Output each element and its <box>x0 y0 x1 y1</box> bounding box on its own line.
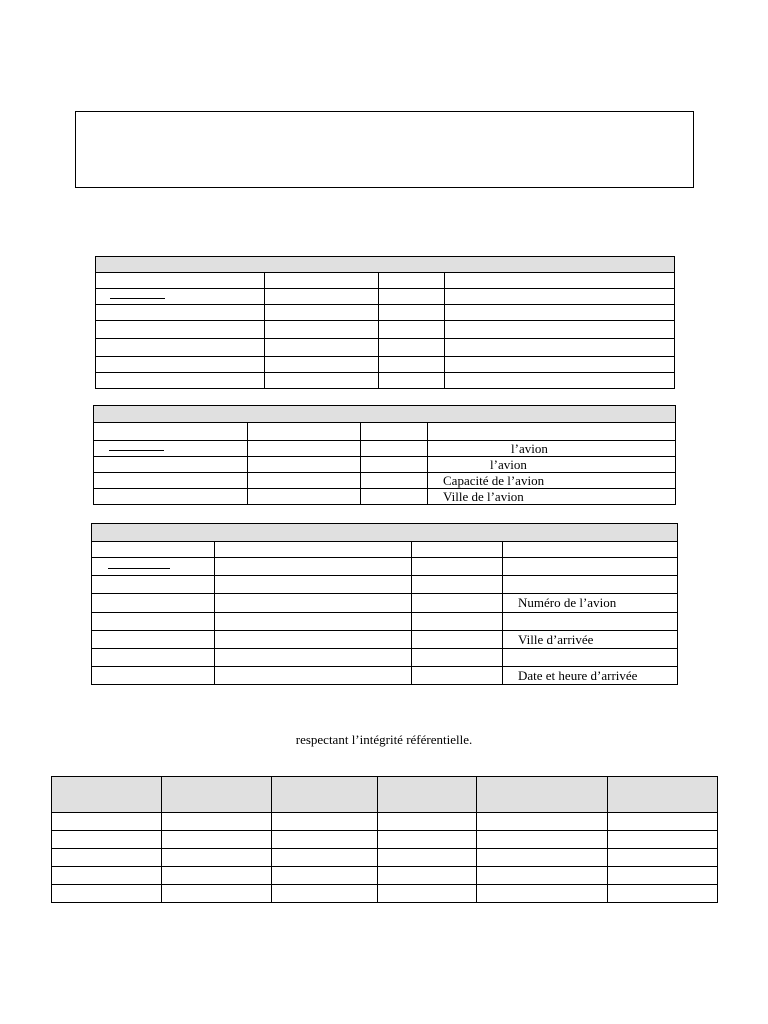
table-row <box>52 867 718 885</box>
table-row <box>94 457 676 473</box>
table-row <box>92 613 678 631</box>
table-row <box>96 339 675 357</box>
table-header-row <box>92 524 678 542</box>
caption-text: respectant l’intégrité référentielle. <box>295 732 473 747</box>
primary-key-underline <box>109 448 164 451</box>
attribute-text: Numéro de l’avion <box>503 594 678 613</box>
table-row <box>92 594 678 613</box>
table-2 <box>93 405 676 505</box>
table-row <box>96 305 675 321</box>
attribute-text: Capacité de l’avion <box>428 473 676 489</box>
title-box <box>75 111 694 188</box>
table-row <box>52 831 718 849</box>
table-header-row <box>94 406 676 423</box>
table-row <box>92 667 678 685</box>
table-row <box>96 289 675 305</box>
table-row <box>96 373 675 389</box>
table-row <box>52 849 718 867</box>
table-header-row <box>96 257 675 273</box>
table-row <box>52 813 718 831</box>
table-row <box>92 649 678 667</box>
primary-key-underline <box>108 566 170 569</box>
attribute-text: Date et heure d’arrivée <box>503 667 678 685</box>
table-row <box>94 473 676 489</box>
table-row <box>94 441 676 457</box>
table-row <box>96 273 675 289</box>
table-row <box>92 558 678 576</box>
table-row <box>94 423 676 441</box>
table-4 <box>51 776 718 903</box>
primary-key-underline <box>110 296 165 299</box>
attribute-text: Ville de l’avion <box>428 489 676 505</box>
table-header-row <box>52 777 718 813</box>
attribute-text: Ville d’arrivée <box>503 631 678 649</box>
attribute-text: l’avion <box>428 457 676 473</box>
table-row <box>96 357 675 373</box>
table-row <box>92 631 678 649</box>
table-row <box>92 576 678 594</box>
table-row <box>94 489 676 505</box>
attribute-text: l’avion <box>428 441 676 457</box>
table-row <box>96 321 675 339</box>
table-1 <box>95 256 675 389</box>
table-row <box>52 885 718 903</box>
table-3 <box>91 523 678 685</box>
table-row <box>92 542 678 558</box>
